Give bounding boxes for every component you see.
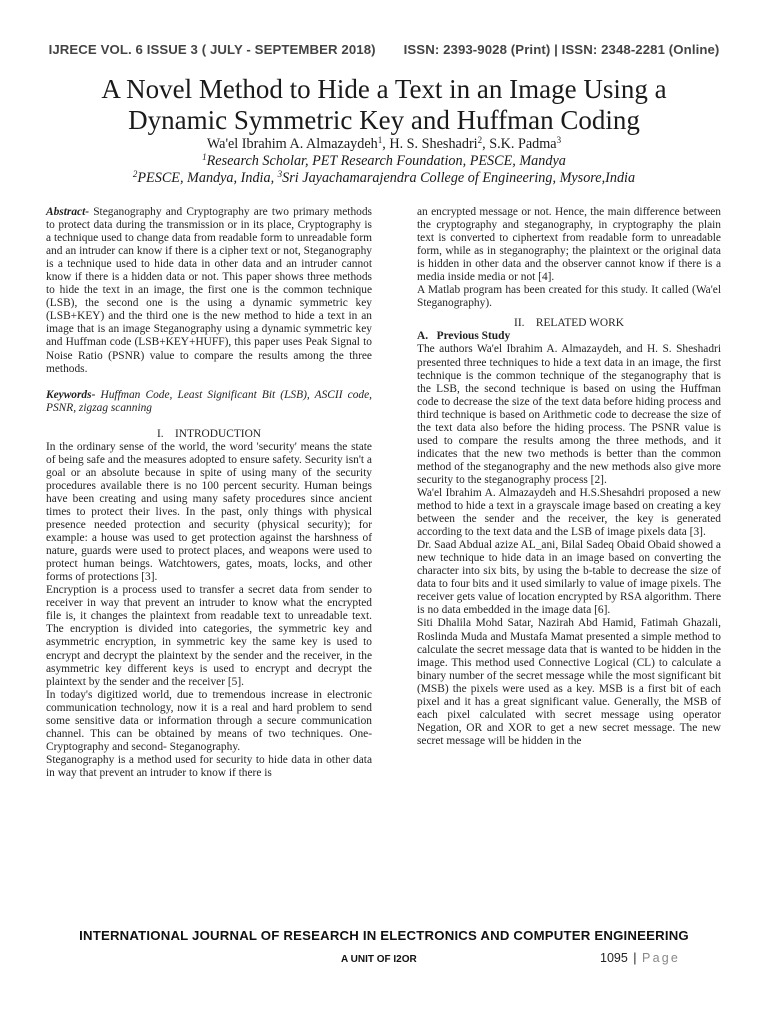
section-heading-introduction: I. INTRODUCTION — [156, 427, 262, 440]
footer-journal-name: INTERNATIONAL JOURNAL OF RESEARCH IN ELECTRONICS AND COMPUTER ENGINEERING — [79, 928, 689, 943]
paragraph: A Matlab program has been created for this study. It called (Wa'el Steganography). — [417, 284, 721, 310]
author-names — [0, 136, 768, 153]
abstract — [46, 206, 372, 376]
paragraph: Wa'el Ibrahim A. Almazaydeh and H.S.Shesahdri proposed a new method to hide a text in a grayscale image based on creating a key between the sender and the receiver, the key is generated according to the text data and the LSB of image pixels data [3]. — [417, 486, 721, 539]
author-block — [0, 136, 768, 187]
paragraph: In today's digitized world, due to tremendous increase in electronic communication technology, now it is a real and hard problem to send some sensitive data or information through a secure communication channel. This can be obtained by means of two techniques. One-Cryptography and second- Steganography. — [46, 688, 372, 753]
subsection-heading-previous-study: A. Previous Study — [417, 330, 511, 343]
keywords — [46, 389, 372, 415]
author-1-mark: 1 — [377, 135, 383, 145]
author-3-mark: 3 — [556, 135, 562, 145]
affiliation-1-mark: 1 — [202, 152, 207, 162]
issn-numbers: ISSN: 2393-9028 (Print) | ISSN: 2348-2281 (Online) — [403, 42, 720, 57]
page-number-block — [600, 951, 680, 965]
affiliation-1-text: Research Scholar, PET Research Foundation, PESCE, Mandya — [206, 153, 566, 169]
author-2: H. S. Sheshadri — [389, 136, 478, 152]
left-column — [46, 206, 372, 780]
author-sep-1: , — [382, 136, 390, 152]
affiliation-2-text: PESCE, Mandya, India, — [137, 170, 278, 186]
abstract-text: Steganography and Cryptography are two primary methods to protect data during the transmission or in its place, Cryptography is a technique used to change data from readable form to unreadable form and an intruder can know if there is a cipher text or not, Steganography is a technique used to hide data in other data and an intruder cannot know if there is a hidden data or not. This paper shows three methods to hide the text in an image, the first one is the common technique (LSB), the second one is the using a dynamic symmetric key (LSB+KEY) and the third one is the new method to hide a text in an image that is an image Steganography using a dynamic symmetric key and Huffman code (LSB+KEY+HUFF), this paper uses Peak Signal to Noise Ratio (PSNR) value to compare the results among the three methods. — [46, 206, 372, 375]
journal-volume-issue: IJRECE VOL. 6 ISSUE 3 ( JULY - SEPTEMBER 2018) — [48, 42, 376, 57]
right-column — [417, 206, 721, 748]
paper-title — [40, 74, 728, 136]
abstract-label: Abstract- — [46, 206, 90, 218]
affiliation-1 — [0, 153, 768, 170]
keywords-label: Keywords- — [46, 388, 96, 401]
page-number: 1095 — [600, 951, 628, 965]
page-separator: | — [633, 951, 637, 965]
running-header — [0, 42, 768, 57]
keywords-text: Huffman Code, Least Significant Bit (LSB), ASCII code, PSNR, zigzag scanning — [46, 388, 372, 414]
paragraph: In the ordinary sense of the world, the word 'security' means the state of being safe and the measures adopted to ensure safety. Security isn't a goal or an absolute because in spite of using many of the security procedures available there is no 100 percent security. Human beings have been creating and using many safety procedures since ancient times to protect their lives. In the past, only things with physical presence needed protection and security (physical security); for example: a house was used to get protection against the harshness of nature, guards were used to protect places, and weapons were used to protect human beings. Watchtowers, gates, moats, locks, and other forms of protections [3]. — [46, 440, 372, 584]
title-line-1: A Novel Method to Hide a Text in an Image Using a — [101, 74, 667, 104]
affiliation-2 — [0, 170, 768, 187]
page-word: Page — [642, 951, 681, 965]
author-3: S.K. Padma — [489, 136, 557, 152]
footer-unit: A UNIT OF I2OR — [341, 954, 417, 965]
author-1: Wa'el Ibrahim A. Almazaydeh — [206, 136, 378, 152]
affiliation-3-text: Sri Jayachamarajendra College of Engineering, Mysore,India — [282, 170, 636, 186]
section-heading-related-work: II. RELATED WORK — [514, 317, 624, 330]
author-sep-2: , — [482, 136, 490, 152]
paragraph: Steganography is a method used for security to hide data in other data in way that prevent an intruder to know if there is — [46, 753, 372, 779]
affiliation-3-mark: 3 — [277, 169, 283, 179]
paragraph: Dr. Saad Abdual azize AL_ani, Bilal Sadeq Obaid Obaid showed a new technique to hide data in an image based on converting the character into six bits, by using the b-table to decrease the size of data to four bits and it used similarly to value of image pixels. The receiver gets value of location encrypted by RSA algorithm. There is no data embedded in the image data [6]. — [417, 539, 721, 617]
paragraph: The authors Wa'el Ibrahim A. Almazaydeh, and H. S. Sheshadri presented three techniques to hide a text data in an image, the first technique is the common technique of the steganography that is the LSB, the second technique is based on using the Huffman code to decrease the size of the text data before hiding process and third technique is based on Arithmetic code to decrease the size of the text data also before the hiding process. The PSNR value is used to compare the results among the three methods, and it indicates that the new two methods is better than the common method of the steganography and the new methods also give more security to the steganography process [2]. — [417, 343, 721, 486]
paragraph: Siti Dhalila Mohd Satar, Nazirah Abd Hamid, Fatimah Ghazali, Roslinda Muda and Mustafa Mamat presented a simple method to calculate the secret message data that is wanted to be hidden in the image. This method used Connective Logical (CL) to calculate a binary number of the secret message while the most significant bit (MSB) the pixels were used as a key. MSB is a first bit of each pixel and it has a great significant value. Generally, the MSB of each pixel calculated with secret message using operator Negation, OR and XOR to get a new secret message. The new secret message will be hidden in the — [417, 617, 721, 747]
affiliation-2-mark: 2 — [132, 169, 138, 179]
title-line-2: Dynamic Symmetric Key and Huffman Coding — [128, 105, 640, 135]
paragraph: Encryption is a process used to transfer a secret data from sender to receiver in way that prevent an intruder to know what the encrypted file is, it changes the plaintext from readable text to unreadable text. The encryption is divided into categories, the symmetric key and asymmetric encryption, in symmetric key the same key is used to encrypt and decrypt the plaintext by the sender and the receiver, in the asymmetric key different keys is used to encrypt and decrypt the plaintext by the sender and the receiver [5]. — [46, 584, 372, 688]
paragraph: an encrypted message or not. Hence, the main difference between the cryptography and steganography, in cryptography the plain text is converted to ciphertext from readable form to unreadable form, while as in steganography; the plaintext or the original data is hidden in other data and the observer cannot know if there is a media inside media or not [4]. — [417, 206, 721, 284]
author-2-mark: 2 — [477, 135, 483, 145]
